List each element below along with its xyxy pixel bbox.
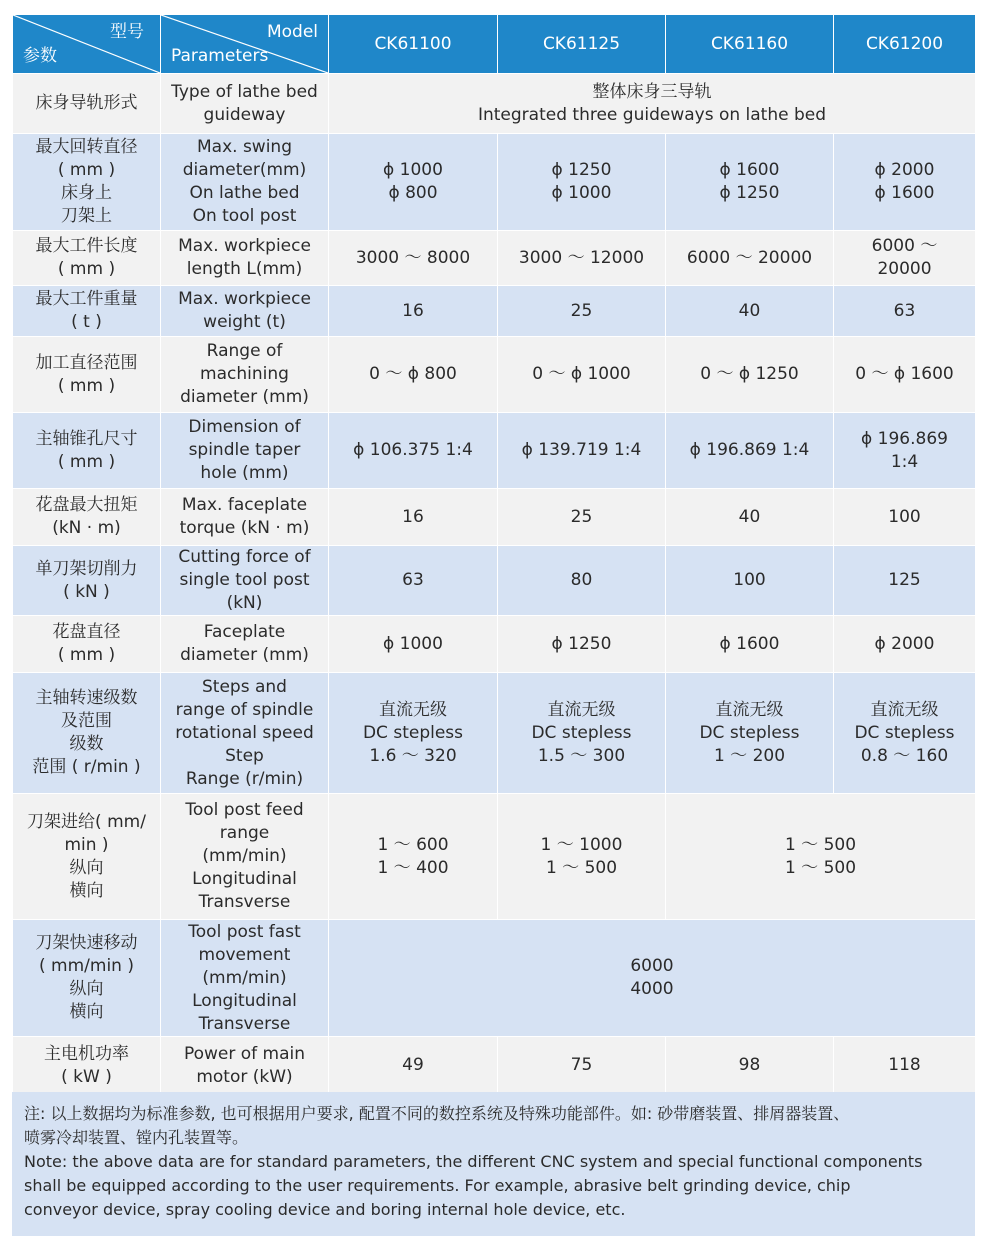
value-all-models: [329, 74, 976, 134]
value-line: 80: [570, 570, 593, 590]
value-line: DC stepless: [854, 722, 955, 743]
value-line: ϕ 2000: [874, 633, 935, 654]
value-line: 整体床身三导轨: [592, 81, 712, 102]
value-line: 63: [402, 570, 424, 590]
value-cell: [329, 231, 498, 286]
value-line: 20000: [877, 259, 932, 279]
param-zh-line: ( mm ): [57, 451, 116, 472]
value-cell: [329, 673, 498, 794]
value-cell: [498, 1037, 666, 1095]
param-en-line: Power of main: [183, 1043, 306, 1064]
value-line: 40: [738, 506, 761, 527]
value-cell: [834, 134, 976, 231]
value-line: ϕ 1250: [551, 160, 612, 180]
footnote-en-line: conveyor device, spray cooling device and boring internal hole device, etc.: [24, 1200, 626, 1219]
row-spindle-taper-hole: [13, 413, 976, 489]
value-line: 1:4: [890, 451, 919, 472]
param-en-line: Faceplate: [203, 622, 286, 642]
footnote-zh: [24, 1102, 963, 1150]
value-line: 118: [888, 1055, 921, 1075]
param-zh-line: 纵向: [69, 979, 104, 999]
param-zh-line: 花盘最大扭矩: [35, 495, 138, 515]
footnote-zh-line: 喷雾冷却装置、镗内孔装置等。: [24, 1128, 249, 1147]
row-faceplate-diameter: [13, 616, 976, 673]
param-zh-line: 主电机功率: [44, 1043, 129, 1064]
param-en-line: single tool post: [179, 570, 310, 590]
value-cell: [834, 231, 976, 286]
param-en: [161, 673, 329, 794]
value-line: ϕ 196.869 1:4: [689, 440, 810, 460]
value-line: 63: [893, 300, 916, 321]
value-line: DC stepless: [699, 722, 800, 743]
row-bed-guideway: [13, 74, 976, 134]
param-zh-line: 床身上: [61, 183, 112, 203]
param-zh: [13, 616, 161, 673]
value-line: ϕ 1250: [719, 183, 780, 203]
value-cell: [329, 286, 498, 337]
value-cell: [666, 616, 834, 673]
param-en: [161, 546, 329, 616]
value-cell: [498, 413, 666, 489]
param-zh-line: ( mm ): [57, 160, 116, 180]
param-en: [161, 413, 329, 489]
param-zh-line: 主轴转速级数: [35, 688, 138, 708]
param-zh-line: 级数: [69, 734, 104, 754]
param-en-line: hole (mm): [200, 463, 289, 483]
param-zh-line: 主轴锥孔尺寸: [35, 428, 138, 449]
param-en-line: Longitudinal: [192, 990, 297, 1011]
param-en-line: weight (t): [203, 312, 286, 332]
param-en-line: Dimension of: [188, 417, 301, 437]
param-zh: [13, 489, 161, 546]
value-line: 1 ～ 200: [713, 745, 786, 766]
param-en-line: diameter (mm): [180, 387, 309, 407]
header-zh-model: 型号: [110, 22, 144, 42]
param-en-line: Max. workpiece: [178, 289, 311, 309]
param-zh-line: 横向: [69, 1002, 104, 1022]
param-en-line: Range of: [206, 341, 283, 361]
value-line: 25: [570, 506, 593, 527]
value-cell: [329, 134, 498, 231]
param-zh-line: ( mm ): [57, 259, 116, 279]
footnote-zh-line: 注: 以上数据均为标准参数, 也可根据用户要求, 配置不同的数控系统及特殊功能部件。如: 砂带磨装置、排屑器装置、: [24, 1104, 850, 1123]
value-cell: [666, 413, 834, 489]
value-line: 16: [402, 300, 424, 321]
value-line: ϕ 1250: [551, 633, 612, 654]
param-zh-line: 花盘直径: [52, 622, 121, 642]
param-zh: [13, 920, 161, 1037]
value-line: 直流无级: [715, 699, 784, 720]
model-ck61200: CK61200: [834, 15, 976, 74]
value-cell: [834, 413, 976, 489]
param-en: [161, 616, 329, 673]
param-en-line: Steps and: [202, 676, 287, 697]
value-line: 4000: [630, 979, 674, 999]
param-zh: [13, 231, 161, 286]
param-zh: [13, 1037, 161, 1095]
row-max-workpiece-length: [13, 231, 976, 286]
value-line: ϕ 1600: [874, 183, 935, 203]
value-line: 3000 ～ 12000: [518, 247, 645, 268]
value-cell: [498, 134, 666, 231]
param-zh-line: 床身导轨形式: [35, 93, 138, 113]
param-en-line: Tool post fast: [188, 921, 301, 942]
header-row: [13, 15, 976, 74]
param-en-line: range: [219, 823, 270, 843]
value-line: 1.5 ～ 300: [537, 745, 626, 766]
value-cell: [498, 616, 666, 673]
param-en-line: machining: [200, 364, 289, 384]
model-ck61160: CK61160: [666, 15, 834, 74]
value-line: ϕ 106.375 1:4: [353, 440, 473, 460]
value-line: 0 ～ ϕ 1000: [532, 364, 631, 384]
param-en-line: Step: [225, 745, 264, 766]
param-en: [161, 134, 329, 231]
value-line: 1 ～ 600: [377, 834, 449, 855]
param-en-line: spindle taper: [188, 440, 301, 460]
param-zh: [13, 74, 161, 134]
param-en-line: motor (kW): [196, 1066, 293, 1087]
param-en: [161, 920, 329, 1037]
param-zh-line: 最大工件长度: [35, 236, 138, 256]
param-en-line: (kN): [226, 593, 263, 613]
param-en-line: rotational speed: [175, 722, 314, 743]
param-en-line: movement: [198, 944, 291, 965]
value-cell: [666, 673, 834, 794]
value-line: ϕ 1000: [551, 183, 612, 203]
param-zh-line: 最大回转直径: [35, 137, 138, 157]
param-en-line: On lathe bed: [189, 183, 300, 203]
value-cell: [666, 489, 834, 546]
row-max-swing-diameter: [13, 134, 976, 231]
value-line: 0.8 ～ 160: [860, 745, 949, 766]
row-tool-post-cutting-force: [13, 546, 976, 616]
header-en-corner: [161, 15, 329, 74]
param-zh-line: ( mm ): [57, 645, 116, 665]
value-cell: [666, 286, 834, 337]
value-line: ϕ 1000: [383, 160, 443, 180]
value-cell: [666, 337, 834, 413]
value-line: 直流无级: [870, 699, 939, 720]
value-cell: [329, 489, 498, 546]
value-line: ϕ 1000: [383, 633, 443, 654]
param-zh-line: 及范围: [61, 711, 112, 731]
param-en: [161, 337, 329, 413]
value-all-models: [329, 920, 976, 1037]
row-main-motor-power: [13, 1037, 976, 1095]
row-faceplate-max-torque: [13, 489, 976, 546]
value-line: 1 ～ 500: [784, 834, 857, 855]
value-line: DC stepless: [531, 722, 632, 743]
value-line: DC stepless: [362, 722, 464, 743]
footnote: [12, 1092, 975, 1236]
value-line: 75: [570, 1055, 593, 1075]
param-en: [161, 794, 329, 920]
param-zh-line: 最大工件重量: [35, 289, 138, 309]
param-zh-line: ( mm ): [57, 375, 116, 396]
param-en-line: Max. faceplate: [181, 495, 308, 515]
header-en-model: Model: [266, 22, 318, 42]
param-en: [161, 231, 329, 286]
value-line: 49: [402, 1055, 424, 1075]
param-en-line: diameter (mm): [180, 645, 309, 665]
value-cell: [834, 673, 976, 794]
param-en: [161, 1037, 329, 1095]
value-line: 100: [888, 506, 921, 527]
param-en-line: length L(mm): [186, 259, 303, 279]
param-zh-line: 横向: [69, 880, 104, 901]
value-cell: [498, 794, 666, 920]
param-zh: [13, 134, 161, 231]
param-zh-line: ( t ): [71, 312, 102, 332]
value-cell: [666, 546, 834, 616]
spec-table: [12, 14, 976, 1095]
param-en-line: diameter(mm): [182, 160, 307, 180]
param-zh-line: 纵向: [69, 857, 104, 878]
value-line: 1 ～ 500: [784, 857, 857, 878]
value-line: 0 ～ ϕ 1600: [855, 364, 954, 384]
value-line: 1.6 ～ 320: [369, 745, 457, 766]
row-max-workpiece-weight: [13, 286, 976, 337]
value-cell: [666, 134, 834, 231]
param-en: [161, 74, 329, 134]
value-cell: [834, 489, 976, 546]
value-cell: [666, 794, 976, 920]
value-line: 0 ～ ϕ 800: [369, 364, 457, 384]
param-zh-line: 单刀架切削力: [35, 558, 138, 579]
value-line: ϕ 2000: [874, 160, 935, 180]
value-line: 直流无级: [379, 699, 447, 720]
value-line: 40: [738, 300, 761, 321]
value-cell: [498, 286, 666, 337]
value-line: 0 ～ ϕ 1250: [700, 364, 799, 384]
param-en-line: Transverse: [198, 1013, 291, 1034]
value-cell: [498, 673, 666, 794]
value-cell: [498, 489, 666, 546]
param-zh-line: 范围 ( r/min ): [32, 757, 141, 777]
value-line: 1 ～ 400: [377, 857, 449, 878]
param-en-line: Longitudinal: [192, 869, 297, 889]
param-en: [161, 286, 329, 337]
param-en-line: Range (r/min): [185, 768, 304, 789]
value-cell: [329, 546, 498, 616]
value-line: ϕ 1600: [719, 633, 780, 654]
value-line: 1 ～ 500: [545, 857, 618, 878]
value-cell: [666, 231, 834, 286]
footnote-en-line: Note: the above data are for standard parameters, the different CNC system and special functional components: [24, 1152, 923, 1171]
header-zh-corner: [13, 15, 161, 74]
value-line: 6000 ～ 20000: [686, 247, 813, 268]
param-zh-line: 刀架快速移动: [35, 933, 138, 953]
value-line: 16: [402, 506, 424, 527]
value-line: 98: [738, 1055, 761, 1075]
model-ck61100: CK61100: [329, 15, 498, 74]
value-cell: [329, 794, 498, 920]
param-zh: [13, 337, 161, 413]
value-line: Integrated three guideways on lathe bed: [477, 104, 827, 125]
value-line: 100: [733, 570, 766, 590]
param-en-line: Tool post feed: [185, 800, 304, 820]
param-zh-line: 刀架进给( mm/: [27, 811, 146, 832]
param-zh-line: (kN · m): [52, 518, 121, 538]
param-zh: [13, 413, 161, 489]
value-line: ϕ 139.719 1:4: [521, 440, 642, 460]
value-cell: [666, 1037, 834, 1095]
value-cell: [498, 337, 666, 413]
value-line: ϕ 1600: [719, 160, 780, 180]
value-cell: [834, 1037, 976, 1095]
param-en-line: Type of lathe bed: [171, 81, 318, 102]
param-zh-line: ( kN ): [63, 581, 110, 602]
param-en-line: On tool post: [192, 206, 297, 226]
param-en-line: guideway: [203, 104, 286, 125]
param-en-line: Transverse: [198, 892, 291, 912]
param-en-line: (mm/min): [202, 846, 287, 866]
param-zh-line: ( mm/min ): [39, 956, 134, 976]
value-line: 3000 ～ 8000: [355, 247, 471, 268]
value-cell: [834, 546, 976, 616]
param-en-line: Cutting force of: [178, 547, 311, 567]
value-line: ϕ 800: [388, 183, 438, 203]
value-line: ϕ 196.869: [861, 428, 948, 449]
param-en-line: torque (kN · m): [179, 518, 310, 538]
row-spindle-speed: [13, 673, 976, 794]
param-zh: [13, 794, 161, 920]
header-en-param: Parameters: [171, 46, 269, 66]
value-line: 6000 ～: [871, 236, 938, 256]
param-en-line: Max. swing: [196, 137, 292, 157]
value-line: 125: [888, 570, 921, 590]
footnote-en: [24, 1150, 963, 1222]
value-cell: [498, 546, 666, 616]
row-tool-post-feed: [13, 794, 976, 920]
param-zh-line: ( kW ): [61, 1066, 112, 1087]
value-cell: [498, 231, 666, 286]
param-en-line: (mm/min): [202, 967, 287, 988]
value-line: 直流无级: [547, 699, 616, 720]
footnote-en-line: shall be equipped according to the user requirements. For example, abrasive belt grinding device, chip: [24, 1176, 851, 1195]
param-en-line: range of spindle: [175, 699, 314, 720]
param-zh: [13, 286, 161, 337]
value-cell: [834, 337, 976, 413]
model-ck61125: CK61125: [498, 15, 666, 74]
param-en: [161, 489, 329, 546]
param-zh-line: 加工直径范围: [35, 352, 138, 373]
header-zh-param: 参数: [23, 46, 57, 66]
value-cell: [329, 337, 498, 413]
row-machining-diameter-range: [13, 337, 976, 413]
value-cell: [329, 616, 498, 673]
param-zh: [13, 546, 161, 616]
row-tool-post-fast-movement: [13, 920, 976, 1037]
param-zh-line: min ): [64, 834, 109, 855]
param-zh-line: 刀架上: [61, 206, 112, 226]
value-line: 6000: [630, 956, 674, 976]
value-cell: [834, 286, 976, 337]
value-cell: [329, 413, 498, 489]
value-cell: [329, 1037, 498, 1095]
value-line: 1 ～ 1000: [540, 834, 623, 855]
param-zh: [13, 673, 161, 794]
value-line: 25: [570, 300, 593, 321]
param-en-line: Max. workpiece: [178, 236, 311, 256]
value-cell: [834, 616, 976, 673]
